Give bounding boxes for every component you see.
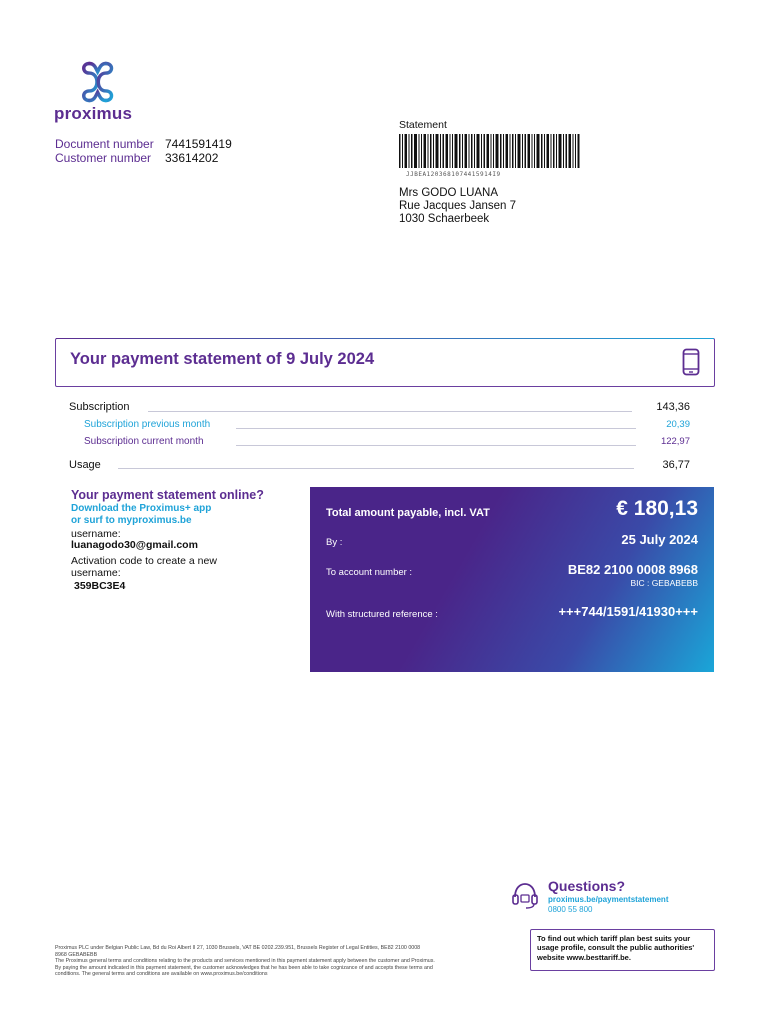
document-number-row	[55, 137, 232, 151]
customer-number-row	[55, 151, 218, 165]
statement-banner	[55, 338, 715, 387]
leader-line	[236, 445, 636, 446]
legal-line: By paying the amount indicated in this payment statement, the customer acknowledges that he has been able to take cognizance of and accepts these terms and	[55, 964, 433, 971]
banner-title: Your payment statement of 9 July 2024	[70, 350, 375, 368]
document-number-value: 7441591419	[165, 137, 232, 151]
tariff-note-box	[530, 929, 715, 971]
legal-line: 8968 GEBABEBB	[55, 951, 98, 958]
prev-month-label: Subscription previous month	[84, 419, 211, 430]
due-date-label: By :	[326, 537, 343, 548]
legal-line: conditions. The general terms and conditions are available on www.proximus.be/conditions	[55, 971, 268, 978]
tariff-note: To find out which tariff plan best suits your usage profile, consult the public authorities' website www.besttariff.be.	[537, 934, 695, 962]
recipient-address	[399, 187, 516, 226]
myproximus-link[interactable]: or surf to myproximus.be	[71, 515, 192, 526]
recipient-street: Rue Jacques Jansen 7	[399, 200, 516, 212]
due-date-value: 25 July 2024	[621, 532, 698, 547]
username-value: luanagodo30@gmail.com	[71, 539, 198, 551]
legal-line: The Proximus general terms and conditions relating to the products and services mentioned in this payment statement apply between the customer and Proximus.	[55, 958, 435, 965]
username-label: username:	[71, 528, 121, 540]
reference-label: With structured reference :	[326, 609, 438, 620]
recipient-name: Mrs GODO LUANA	[399, 187, 499, 199]
questions-title: Questions?	[548, 878, 626, 894]
questions-phone[interactable]: 0800 55 800	[548, 905, 593, 914]
recipient-city: 1030 Schaerbeek	[399, 213, 490, 225]
account-label: To account number :	[326, 567, 413, 578]
usage-value: 36,77	[662, 459, 690, 471]
legal-line: Proximus PLC under Belgian Public Law, Bd du Roi Albert II 27, 1030 Brussels, VAT BE 0202.239.951, Brussels Register of Legal Entities, BE82 2100 0008	[55, 945, 421, 951]
barcode-icon	[399, 134, 581, 172]
leader-line	[236, 428, 636, 429]
customer-number-value: 33614202	[165, 151, 219, 165]
document-number-label: Document number	[55, 137, 154, 151]
online-title: Your payment statement online?	[71, 488, 264, 502]
barcode-text: JJBEA1203681074415914I9	[406, 171, 501, 178]
headset-icon	[510, 880, 540, 910]
mobile-phone-icon	[682, 348, 700, 376]
activation-code: 359BC3E4	[74, 580, 126, 592]
total-label: Total amount payable, incl. VAT	[326, 507, 490, 519]
leader-line	[148, 411, 632, 412]
usage-label: Usage	[69, 459, 101, 471]
bic-value: BIC : GEBABEBB	[630, 578, 698, 588]
prev-month-value: 20,39	[666, 419, 690, 430]
activation-label-2: username:	[71, 567, 121, 579]
brand-wordmark: proximus	[54, 104, 133, 123]
proximus-logo-icon	[54, 58, 144, 106]
payment-summary-box	[310, 487, 714, 672]
curr-month-label: Subscription current month	[84, 436, 204, 447]
legal-footer	[55, 945, 510, 978]
customer-number-label: Customer number	[55, 151, 152, 165]
statement-label: Statement	[399, 119, 447, 131]
account-value: BE82 2100 0008 8968	[567, 562, 698, 577]
leader-line	[118, 468, 634, 469]
total-value: € 180,13	[616, 497, 698, 520]
activation-label-1: Activation code to create a new	[71, 555, 217, 567]
app-download-link[interactable]: Download the Proximus+ app	[71, 503, 212, 514]
questions-link[interactable]: proximus.be/paymentstatement	[548, 895, 669, 904]
curr-month-value: 122,97	[660, 436, 690, 447]
subscription-value: 143,36	[656, 401, 690, 413]
subscription-label: Subscription	[69, 401, 130, 413]
reference-value: +++744/1591/41930+++	[558, 604, 698, 619]
